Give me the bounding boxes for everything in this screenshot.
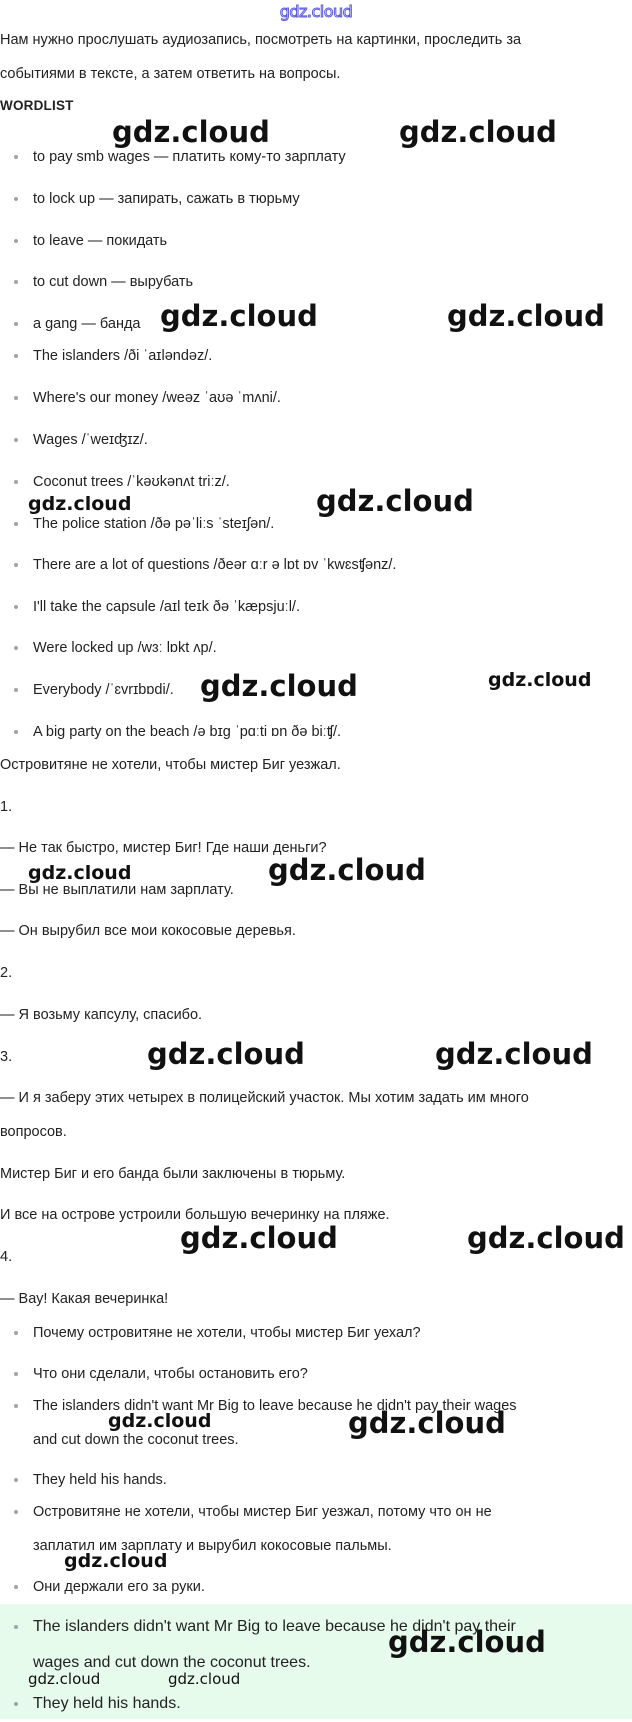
wordlist-heading: WORDLIST — [0, 98, 74, 113]
watermark: gdz.cloud — [147, 1037, 305, 1071]
watermark: gdz.cloud — [268, 853, 426, 887]
watermark: gdz.cloud — [28, 1670, 101, 1688]
watermark: gdz.cloud — [64, 1550, 168, 1572]
story-line: — Он вырубил все мои кокосовые деревья. — [0, 923, 296, 939]
watermark: gdz.cloud — [180, 1221, 338, 1255]
watermark: gdz.cloud — [447, 299, 605, 333]
watermark: gdz.cloud — [316, 484, 474, 518]
intro-line-2: событиями в тексте, а затем ответить на вопросы. — [0, 66, 341, 82]
watermark: gdz.cloud — [200, 669, 358, 703]
step-number-3: 3. — [0, 1049, 13, 1065]
highlighted-answer-block: The islanders didn't want Mr Big to leave because he didn't pay their wages and cut down the coconut trees. They held his hands. — [0, 1604, 632, 1719]
story-line: — Не так быстро, мистер Биг! Где наши деньги? — [0, 840, 327, 856]
story-line: — Вау! Какая вечеринка! — [0, 1291, 169, 1307]
story-summary: Островитяне не хотели, чтобы мистер Биг уезжал. — [0, 757, 341, 773]
watermark: gdz.cloud — [108, 1410, 212, 1432]
watermark: gdz.cloud — [488, 669, 592, 691]
watermark: gdz.cloud — [28, 862, 132, 884]
story-line: — Вы не выплатили нам зарплату. — [0, 882, 234, 898]
watermark: gdz.cloud — [112, 115, 270, 149]
watermark: gdz.cloud — [388, 1625, 546, 1659]
step-number-1: 1. — [0, 799, 13, 815]
story-line: Мистер Биг и его банда были заключены в тюрьму. — [0, 1166, 346, 1182]
story-line: И все на острове устроили большую вечеринку на пляже. — [0, 1207, 390, 1223]
watermark: gdz.cloud — [435, 1037, 593, 1071]
watermark: gdz.cloud — [348, 1406, 506, 1440]
step-number-4: 4. — [0, 1249, 13, 1265]
story-line: — И я заберу этих четырех в полицейский участок. Мы хотим задать им много — [0, 1090, 529, 1106]
watermark: gdz.cloud — [399, 115, 557, 149]
watermark: gdz.cloud — [28, 493, 132, 515]
watermark: gdz.cloud — [160, 299, 318, 333]
step-number-2: 2. — [0, 965, 13, 981]
intro-line-1: Нам нужно прослушать аудиозапись, посмотреть на картинки, проследить за — [0, 32, 522, 48]
site-logo[interactable]: gdz.cloud — [279, 2, 353, 21]
story-line: — Я возьму капсулу, спасибо. — [0, 1007, 203, 1023]
watermark: gdz.cloud — [467, 1221, 625, 1255]
watermark: gdz.cloud — [168, 1670, 241, 1688]
story-line: вопросов. — [0, 1124, 67, 1140]
